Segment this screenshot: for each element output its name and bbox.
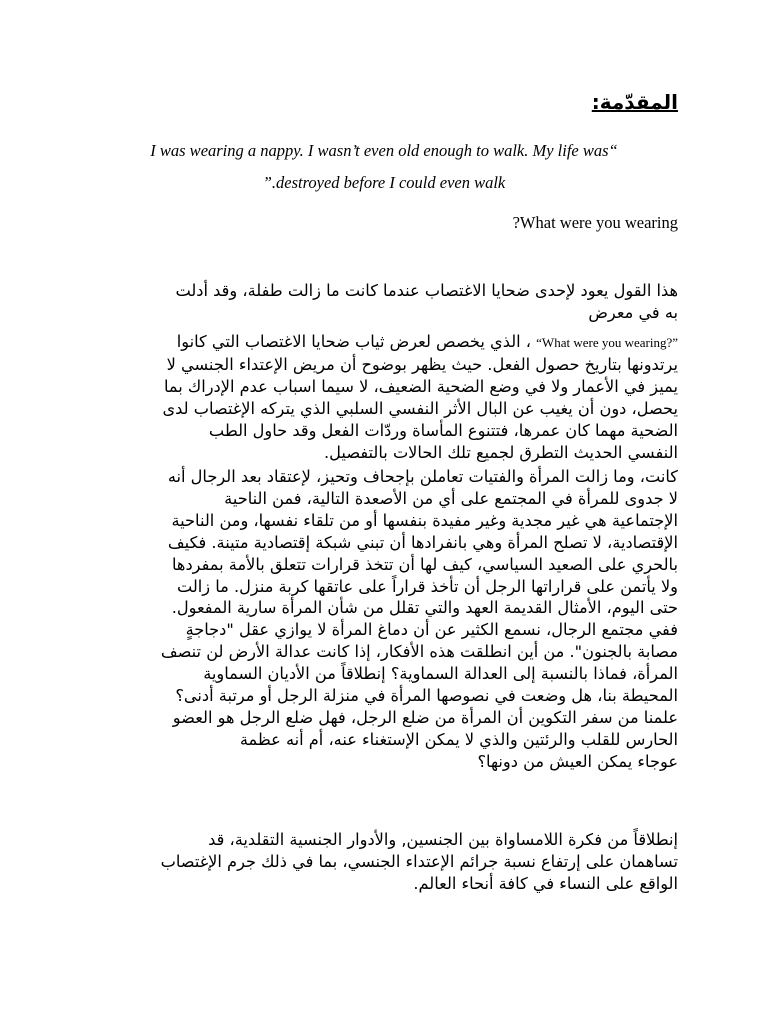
paragraph-line: يحصل، دون أن يغيب عن البال الأثر النفسي السلبي الذي يتركه الإغتصاب لدى — [162, 398, 678, 418]
paragraph-line: ففي مجتمع الرجال، نسمع الكثير عن أن دماغ المرأة لا يوازي عقل "دجاجةٍ — [185, 620, 678, 640]
paragraph-line: المرأة، فماذا بالنسبة إلى العدالة السماوية؟ إنطلاقاً من الأديان السماوية — [203, 664, 678, 684]
paragraph-line: عوجاء يمكن العيش من دونها؟ — [477, 751, 678, 771]
paragraph-line: لا جدوى للمرأة في المجتمع على أي من الأصعدة التالية، فمن الناحية — [224, 488, 678, 508]
paragraph-exhibition — [90, 331, 678, 463]
paragraph-line: النفسي الحديث التطرق لجميع تلك الحالات بالتفصيل. — [324, 442, 678, 462]
question-line: ?What were you wearing — [512, 213, 678, 232]
paragraph-line: الإقتصادية، لا تصلح المرأة وهي بانفرادها أن تبني شبكة إقتصادية متينة. فكيف — [167, 532, 678, 552]
paragraph-line: بالحري على الصعيد السياسي، كيف لها أن تتخذ قرارات تتعلق بالأمة بمفردها — [171, 554, 678, 574]
paragraph-intro — [90, 280, 678, 324]
paragraph-line: حتى اليوم، الأمثال القديمة العهد والتي تقلل من شأن المرأة سارية المفعول. — [171, 598, 678, 618]
paragraph-line: تساهمان على إرتفاع نسبة جرائم الإعتداء الجنسي، بما في ذلك جرم الإغتصاب — [160, 851, 678, 871]
paragraph-line: الإجتماعية هي غير مجدية وغير مفيدة بنفسها أو من تلقاء نفسها، ومن الناحية — [171, 510, 678, 530]
exhibition-title: “What were you wearing?” — [536, 335, 678, 350]
paragraph-line: يميز في الأعمار ولا في وضع الضحية الضعيف، لا سيما اسباب عدم الإدراك بما — [163, 376, 678, 396]
paragraph-line — [90, 331, 678, 354]
paragraph-line: ولا يأتمن على قراراتها الرجل أن تأخذ قراراً على عاتقها كربة منزل. ما زالت — [176, 576, 678, 596]
paragraph-inequality — [90, 829, 678, 895]
paragraph-line: الضحية مهما كان عمرها، فتتنوع المأساة وردّات الفعل وقد حاول الطب — [208, 420, 678, 440]
document-page — [90, 0, 678, 1024]
page-title: المقدّمة: — [591, 90, 678, 114]
paragraph-line: مصابة بالجنون". من أين انطلقت هذه الأفكار، إذا كانت عدالة الأرض لن تنصف — [160, 642, 678, 662]
paragraph-line: الواقع على النساء في كافة أنحاء العالم. — [413, 873, 678, 893]
paragraph-line: كانت، وما زالت المرأة والفتيات تعاملن بإجحاف وتحيز، لإعتقاد بعد الرجال أنه — [167, 467, 678, 486]
paragraph-line: علمنا من سفر التكوين أن المرأة من ضلع الرجل، فهل ضلع الرجل هو العضو — [172, 707, 678, 727]
paragraph-line: به في معرض — [588, 302, 678, 322]
paragraph-line: يرتدونها بتاريخ حصول الفعل. حيث يظهر بوضوح أن مريض الإعتداء الجنسي لا — [166, 354, 678, 374]
paragraph-line: المحيطة بنا، هل وضعت في نصوصها المرأة في منزلة الرجل أو مرتبة أدنى؟ — [175, 686, 678, 706]
quote-line-1: I was wearing a nappy. I wasn’t even old enough to walk. My life was“ — [150, 141, 618, 160]
quote-line-2: ”.destroyed before I could even walk — [262, 173, 506, 192]
paragraph-line-text: ، الذي يخصص لعرض ثياب ضحايا الاغتصاب التي كانوا — [176, 332, 531, 351]
paragraph-line: إنطلاقاً من فكرة اللامساواة بين الجنسين, والأدوار الجنسية التقلدية، قد — [208, 830, 678, 849]
paragraph-line: هذا القول يعود لإحدى ضحايا الاغتصاب عندما كانت ما زالت طفلة، وقد أدلت — [175, 281, 678, 300]
paragraph-line: الحارس للقلب والرئتين والذي لا يمكن الإستغناء عنه، أم أنه عظمة — [239, 729, 678, 749]
paragraph-women-status — [90, 466, 678, 773]
